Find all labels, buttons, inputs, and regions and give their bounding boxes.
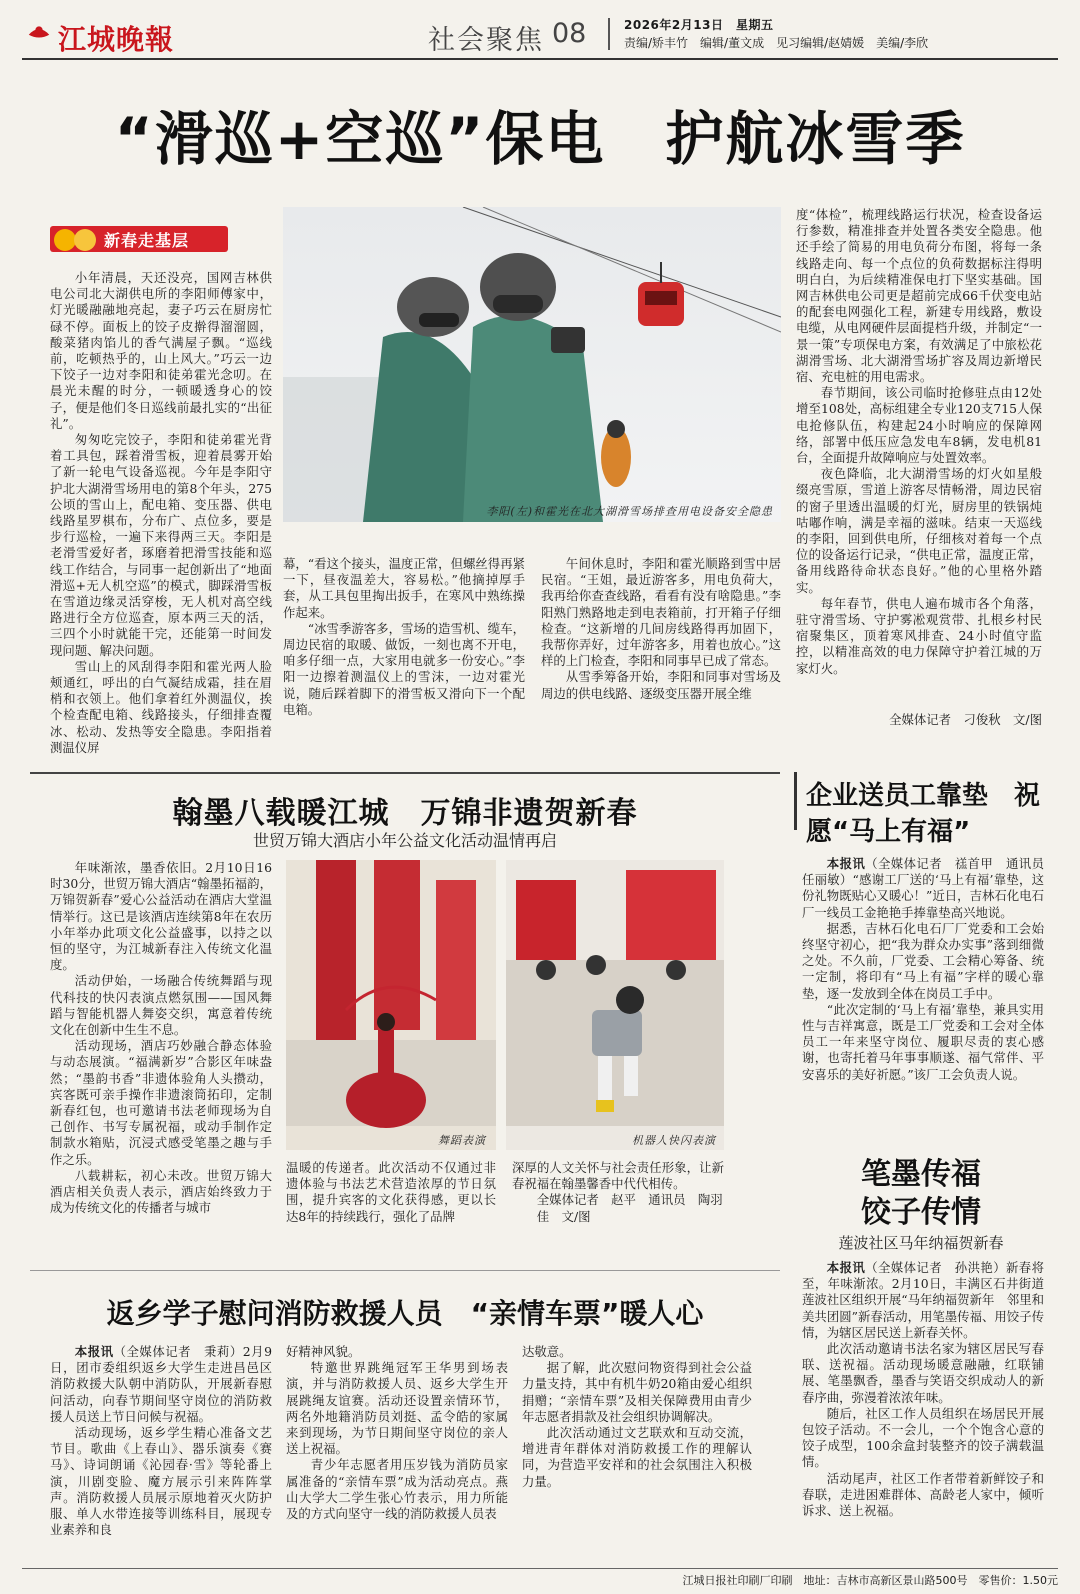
newspaper-logo-icon <box>26 18 52 44</box>
story2-column-3 <box>512 1160 724 1225</box>
paragraph: 每年春节，供电人遍布城市各个角落，驻守滑雪场、守护雾凇观赏带、扎根乡村民宿聚集区，顶着寒风排查、24小时值守监控，以精准高效的电力保障守护着江城的万家灯火。 <box>796 595 1042 676</box>
story4-headline-line1: 笔墨传福 <box>861 1157 981 1192</box>
story1-byline: 全媒体记者 刁俊秋 文/图 <box>889 712 1042 727</box>
story4-subheadline: 莲波社区马年纳福贺新春 <box>838 1234 1004 1252</box>
paragraph: 活动现场，酒店巧妙融合静态体验与动态展演。“福满新岁”合影区年味盎然；“墨韵书香”非遗体验角人头攒动，宾客既可亲手操作非遗滚筒拓印，定制新春红包，也可邀请书法老师现场为自己创作、书写专属祝福，或动手制作定制款水箱贴，沉浸式感受笔墨之趣与手作之乐。 <box>50 1038 272 1167</box>
story4-headline <box>806 1156 1036 1232</box>
section-divider <box>30 1270 780 1271</box>
page-footer: 江城日报社印刷厂印刷 地址：吉林市高新区景山路500号 零售价：1.50元 <box>22 1568 1058 1588</box>
paragraph: 活动尾声，社区工作者带着新鲜饺子和春联，走进困难群体、高龄老人家中，倾听诉求、送上祝福。 <box>802 1470 1044 1519</box>
paragraph: 午间休息时，李阳和霍光顺路到雪中居民宿。“王姐，最近游客多，用电负荷大，我再给你查查线路，看看有没有啥隐患。”李阳熟门熟路地走到电表箱前，打开箱子仔细检查。“这新增的几间房线路得再加固下，我帮你弄好，过年游客多，用着也放心。”这样的上门检查，李阳和同事早已成了常态。 <box>541 556 781 669</box>
lead-label: 本报讯 <box>826 1260 866 1275</box>
paragraph: 据悉，吉林石化电石厂厂党委和工会始终坚守初心，把“我为群众办实事”落到细微之处。不久前，厂党委、工会精心筹备、统一定制，将印有“马上有福”字样的暖心靠垫，逐一发放到全体在岗员工手中。 <box>802 920 1044 1001</box>
paragraph: 深厚的人文关怀与社会责任形象，让新春祝福在翰墨馨香中代代相传。 <box>512 1160 724 1192</box>
paragraph: 度“体检”，梳理线路运行状况，检查设备运行参数，精准排查并处置各类安全隐患。他还手绘了简易的用电负荷分布图，将每一条线路走向、每一个点位的负荷数据标注得明明白白，为后续精准保电打下坚实基础。国网吉林供电公司更是超前完成66千伏变电站的配套电网强化工程，新建专用线路，敷设电缆，从电网硬件层面提档升级，并制定“一景一策”专项保电方案，有效满足了中旅松花湖滑雪场、北大湖滑雪场扩容及周边新增民宿、充电桩的用电需求。 <box>796 207 1042 385</box>
dance-photo-caption: 舞蹈表演 <box>438 1134 486 1147</box>
paragraph: 八载耕耘，初心未改。世贸万锦大酒店相关负责人表示，酒店始终致力于成为传统文化的传播者与城市 <box>50 1167 272 1216</box>
lead-label: 本报讯 <box>826 856 866 871</box>
story5-headline: 返乡学子慰问消防救援人员 “亲情车票”暖人心 <box>106 1297 704 1330</box>
story1-column-2 <box>283 556 525 718</box>
robot-photo-caption: 机器人快闪表演 <box>632 1134 716 1147</box>
story2-subheadline: 世贸万锦大酒店小年公益文化活动温情再启 <box>252 831 557 850</box>
paragraph: 活动现场，返乡学生精心准备文艺节目。歌曲《上春山》、器乐演奏《赛马》、诗词朗诵《沁园春·雪》等轮番上演，川剧变脸、魔方展示引来阵阵掌声。消防救援人员展示原地着灭火防护服、单人水带连接等训练科目，展现专业素养和良 <box>50 1425 272 1538</box>
paragraph: “冰雪季游客多，雪场的造雪机、缆车，周边民宿的取暖、做饭，一刻也离不开电，咱多仔细一点，大家用电就多一份安心。”李阳一边擦着测温仪上的雪沫，一边对霍光说，随后踩着脚下的滑雪板又滑向下一个配电箱。 <box>283 620 525 717</box>
paragraph: 匆匆吃完饺子，李阳和徒弟霍光背着工具包，踩着滑雪板，迎着晨雾开始了新一轮电气设备巡视。今年是李阳守护北大湖滑雪场用电的第8个年头，275公顷的雪山上，配电箱、变压器、供电线路星罗棋布，分布广、点位多，要是步行巡检，一遍下来得两三天。李阳是老滑雪爱好者，琢磨着把滑雪技能和巡线工作结合，与同事一起创新出了“地面滑巡+无人机空巡”的模式，脚踩滑雪板在雪道边缘灵活穿梭，无人机对高空线路进行全方位巡查，原本两三天的活，三四个小时就能干完，还能第一时间发现问题、解决问题。 <box>50 432 272 658</box>
paragraph: 本报讯（全媒体记者 孙洪艳）新春将至，年味渐浓。2月10日，丰满区石井街道莲波社区组织开展“马年纳福贺新年 邻里和美共团圆”新春活动，用笔墨传福、用饺子传情，为辖区居民送上新春关怀。 <box>802 1260 1045 1340</box>
story1-photo <box>283 207 781 522</box>
paragraph: 夜色降临，北大湖滑雪场的灯火如星般缀亮雪原，雪道上游客尽情畅滑，周边民宿的窗子里透出温暖的灯光，厨房里的铁锅炖咕嘟作响，满是幸福的滋味。结束一天巡线的李阳，回到供电所，仔细核对着每一个点位的设备运行记录，“供电正常，温度正常，备用线路待命状态良好。”他的心里格外踏实。 <box>796 466 1042 595</box>
paragraph: 小年清晨，天还没亮，国网吉林供电公司北大湖供电所的李阳师傅家中，灯光暖融融地亮起，妻子巧云在厨房忙碌不停。面板上的饺子皮擀得溜溜圆，酸菜猪肉馅儿的香气满屋子飘。“巡线前，吃顿热乎的，山上风大。”巧云一边下饺子一边对李阳和徒弟霍光念叨。在晨光未醒的时分，一顿暖透身心的饺子，便是他们冬日巡线前最扎实的“出征礼”。 <box>50 270 272 431</box>
dance-photo <box>286 860 496 1150</box>
issue-date: 2026年2月13日 星期五 <box>624 18 774 32</box>
story2-headline: 翰墨八载暖江城 万锦非遗贺新春 <box>172 796 638 831</box>
story2-column-1 <box>50 860 272 1216</box>
story1-headline: “滑巡+空巡”保电 护航冰雪季 <box>114 105 966 173</box>
paragraph: 本报讯（全媒体记者 秉莉）2月9日，团市委组织返乡大学生走进昌邑区消防救援大队朝中消防队，开展新春慰问活动，向春节期间坚守岗位的消防救援人员送上节日问候与祝福。 <box>50 1344 272 1424</box>
paragraph: 随后，社区工作人员组织在场居民开展包饺子活动。不一会儿，一个个饱含心意的饺子成型，100余盒封装整齐的饺子满载温情。 <box>802 1405 1044 1470</box>
lead-label: 本报讯 <box>74 1344 114 1359</box>
section-divider <box>30 772 780 774</box>
story3-headline: 企业送员工靠垫 祝愿“马上有福” <box>806 781 1041 847</box>
story1-column-4 <box>796 207 1042 677</box>
story3-body <box>802 856 1057 1083</box>
paragraph: 活动伊始，一场融合传统舞蹈与现代科技的快闪表演点燃氛围——国风舞蹈与智能机器人舞姿交织，寓意着传统文化在创新中生生不息。 <box>50 973 272 1038</box>
story5-column-3 <box>522 1344 752 1490</box>
paragraph: 温暖的传递者。此次活动不仅通过非遗体验与书法艺术营造浓厚的节日氛围，提升宾客的文化获得感，更以长达8年的持续践行，强化了品牌 <box>286 1160 496 1224</box>
paragraph: 从雪季筹备开始，李阳和同事对雪场及周边的供电线路、逐级变压器开展全维 <box>541 669 781 701</box>
page-number: 08 <box>552 18 587 49</box>
paragraph: 本报讯（全媒体记者 禚首甲 通讯员 任丽敏）“感谢工厂送的‘马上有福’靠垫，这份礼物既贴心又暖心！”近日，吉林石化电石厂一线员工金艳艳手捧靠垫高兴地说。 <box>802 856 1057 920</box>
paragraph: 青少年志愿者用压岁钱为消防员家属准备的“亲情车票”成为活动亮点。燕山大学大二学生张心竹表示，用力所能及的方式向坚守一线的消防救援人员表 <box>286 1457 508 1522</box>
headline-accent-bar <box>794 772 797 830</box>
story5-column-2 <box>286 1344 508 1522</box>
paragraph: 特邀世界跳绳冠军王华男到场表演，并与消防救援人员、返乡大学生开展跳绳友谊赛。活动还设置亲情环节，两名外地籍消防员刘挺、孟令皓的家属来到现场，为节日期间坚守岗位的亲人送上祝福。 <box>286 1360 508 1457</box>
lantern-icon <box>54 229 76 251</box>
paper-name: 江城晚報 <box>58 23 175 56</box>
story4-body <box>802 1260 1044 1519</box>
paragraph: “此次定制的‘马上有福’靠垫，兼具实用性与吉祥寓意，既是工厂党委和工会对全体员工一年来坚守岗位、履职尽责的衷心感谢，也寄托着马年事事顺遂、福气常伴、平安喜乐的美好祈愿。”该厂工会负责人说。 <box>802 1001 1044 1082</box>
lantern-icon <box>74 229 96 251</box>
story2-column-2 <box>286 1160 496 1225</box>
robot-photo <box>506 860 724 1150</box>
paragraph: 好精神风貌。 <box>286 1344 361 1359</box>
story2-byline: 全媒体记者 赵平 通讯员 陶羽佳 文/图 <box>536 1192 723 1224</box>
story1-column-3 <box>541 556 781 702</box>
story1-photo-caption: 李阳(左)和霍光在北大湖滑雪场排查用电设备安全隐患 <box>486 505 773 518</box>
banner-label: 新春走基层 <box>104 231 190 250</box>
paragraph: 此次活动邀请书法名家为辖区居民写春联、送祝福。活动现场暖意融融，红联铺展、笔墨飘香，墨香与笑语交织成动人的新春序曲，弥漫着浓浓年味。 <box>802 1341 1044 1405</box>
paragraph: 达敬意。 <box>522 1344 572 1359</box>
paragraph: 幕，“看这个接头，温度正常，但螺丝得再紧一下，昼夜温差大，容易松。”他摘掉厚手套，从工具包里掏出扳手，在寒风中熟练操作起来。 <box>283 556 525 620</box>
paragraph: 春节期间，该公司临时抢修驻点由12处增至108处，高标组建全专业120支715人保电抢修队伍，构建起24小时响应的保障网络，部署中低压应急发电车8辆，发电机81台，全面提升故障响应与处置效率。 <box>796 385 1042 466</box>
story4-headline-line2: 饺子传情 <box>861 1195 981 1230</box>
section-name: 社会聚焦 <box>428 25 544 56</box>
story5-column-1 <box>50 1344 272 1538</box>
paragraph: 据了解，此次慰问物资得到社会公益力量支持，其中有机牛奶20箱由爱心组织捐赠；“亲情车票”及相关保障费用由青少年志愿者捐款及社会组织协调解决。 <box>522 1360 752 1424</box>
paragraph: 年味渐浓，墨香依旧。2月10日16时30分，世贸万锦大酒店“翰墨拓福韵，万锦贺新春”爱心公益活动在酒店大堂温情举行。这已是该酒店连续第8年在农历小年举办此项文化公益盛事，以持之以恒的坚守，为江城新春注入传统文化温度。 <box>50 860 272 973</box>
editors-line: 责编/矫丰竹 编辑/董文成 见习编辑/赵婧媛 美编/李欣 <box>624 36 929 50</box>
paragraph: 此次活动通过文艺联欢和互动交流，增进青年群体对消防救援工作的理解认同，为营造平安祥和的社会氛围注入积极力量。 <box>522 1425 752 1489</box>
masthead-divider <box>608 18 610 50</box>
paragraph: 雪山上的风刮得李阳和霍光两人脸颊通红，呼出的白气凝结成霜，挂在眉梢和衣领上。他们拿着红外测温仪，挨个检查配电箱、线路接头，仔细排查覆冰、松动、发热等安全隐患。李阳指着测温仪屏 <box>50 658 272 755</box>
story1-column-1 <box>50 270 272 756</box>
